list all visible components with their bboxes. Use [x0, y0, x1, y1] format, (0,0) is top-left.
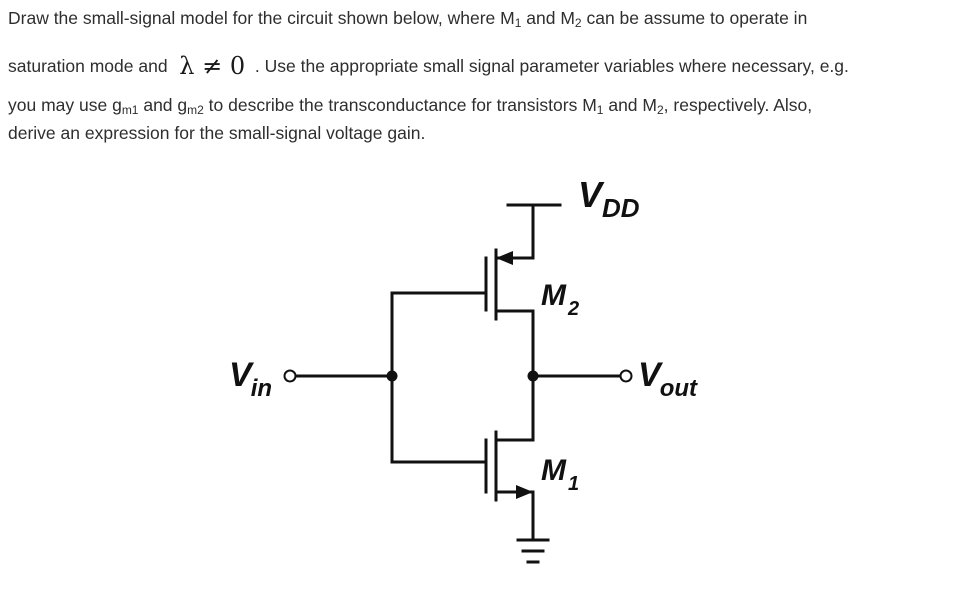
output-terminal — [621, 371, 632, 382]
question-text: Draw the small-signal model for the circuit shown below, where M — [8, 8, 515, 28]
m1-subscript: 1 — [596, 103, 604, 117]
vout-label: Vout — [638, 356, 697, 402]
question-line-4: derive an expression for the small-signal voltage gain. — [8, 123, 426, 143]
m1-subscript: 1 — [514, 16, 522, 30]
output-junction-dot — [528, 371, 539, 382]
gate-junction-dot — [387, 371, 398, 382]
m1-label: M $_1$ — [541, 454, 580, 495]
vin-label: Vin — [229, 356, 273, 402]
m2-arrow-icon — [496, 251, 513, 265]
gm2-subscript: m2 — [187, 103, 204, 117]
m2-subscript: 2 — [574, 16, 582, 30]
question-text: , respectively. Also, — [663, 95, 813, 115]
question-text: can be assume to operate in — [581, 8, 808, 28]
input-terminal — [285, 371, 296, 382]
question-text: . Use the appropriate small signal parameter variables where necessary, e.g. — [254, 56, 849, 76]
m1-arrow-icon — [516, 485, 533, 499]
question-text: you may use g — [8, 95, 122, 115]
vdd-label: $V_{DD}$ — [578, 174, 640, 223]
question-text: to describe the transconductance for transistors M — [203, 95, 597, 115]
m2-subscript: 2 — [656, 103, 664, 117]
question-text: and g — [138, 95, 188, 115]
question-text: and M — [521, 8, 575, 28]
gm1-subscript: m1 — [121, 103, 139, 117]
question-text: saturation mode and — [8, 56, 168, 76]
lambda-condition: λ ≠ 0 — [179, 52, 246, 80]
m2-label: M $_2$ — [541, 279, 580, 320]
question-text: and M — [603, 95, 657, 115]
